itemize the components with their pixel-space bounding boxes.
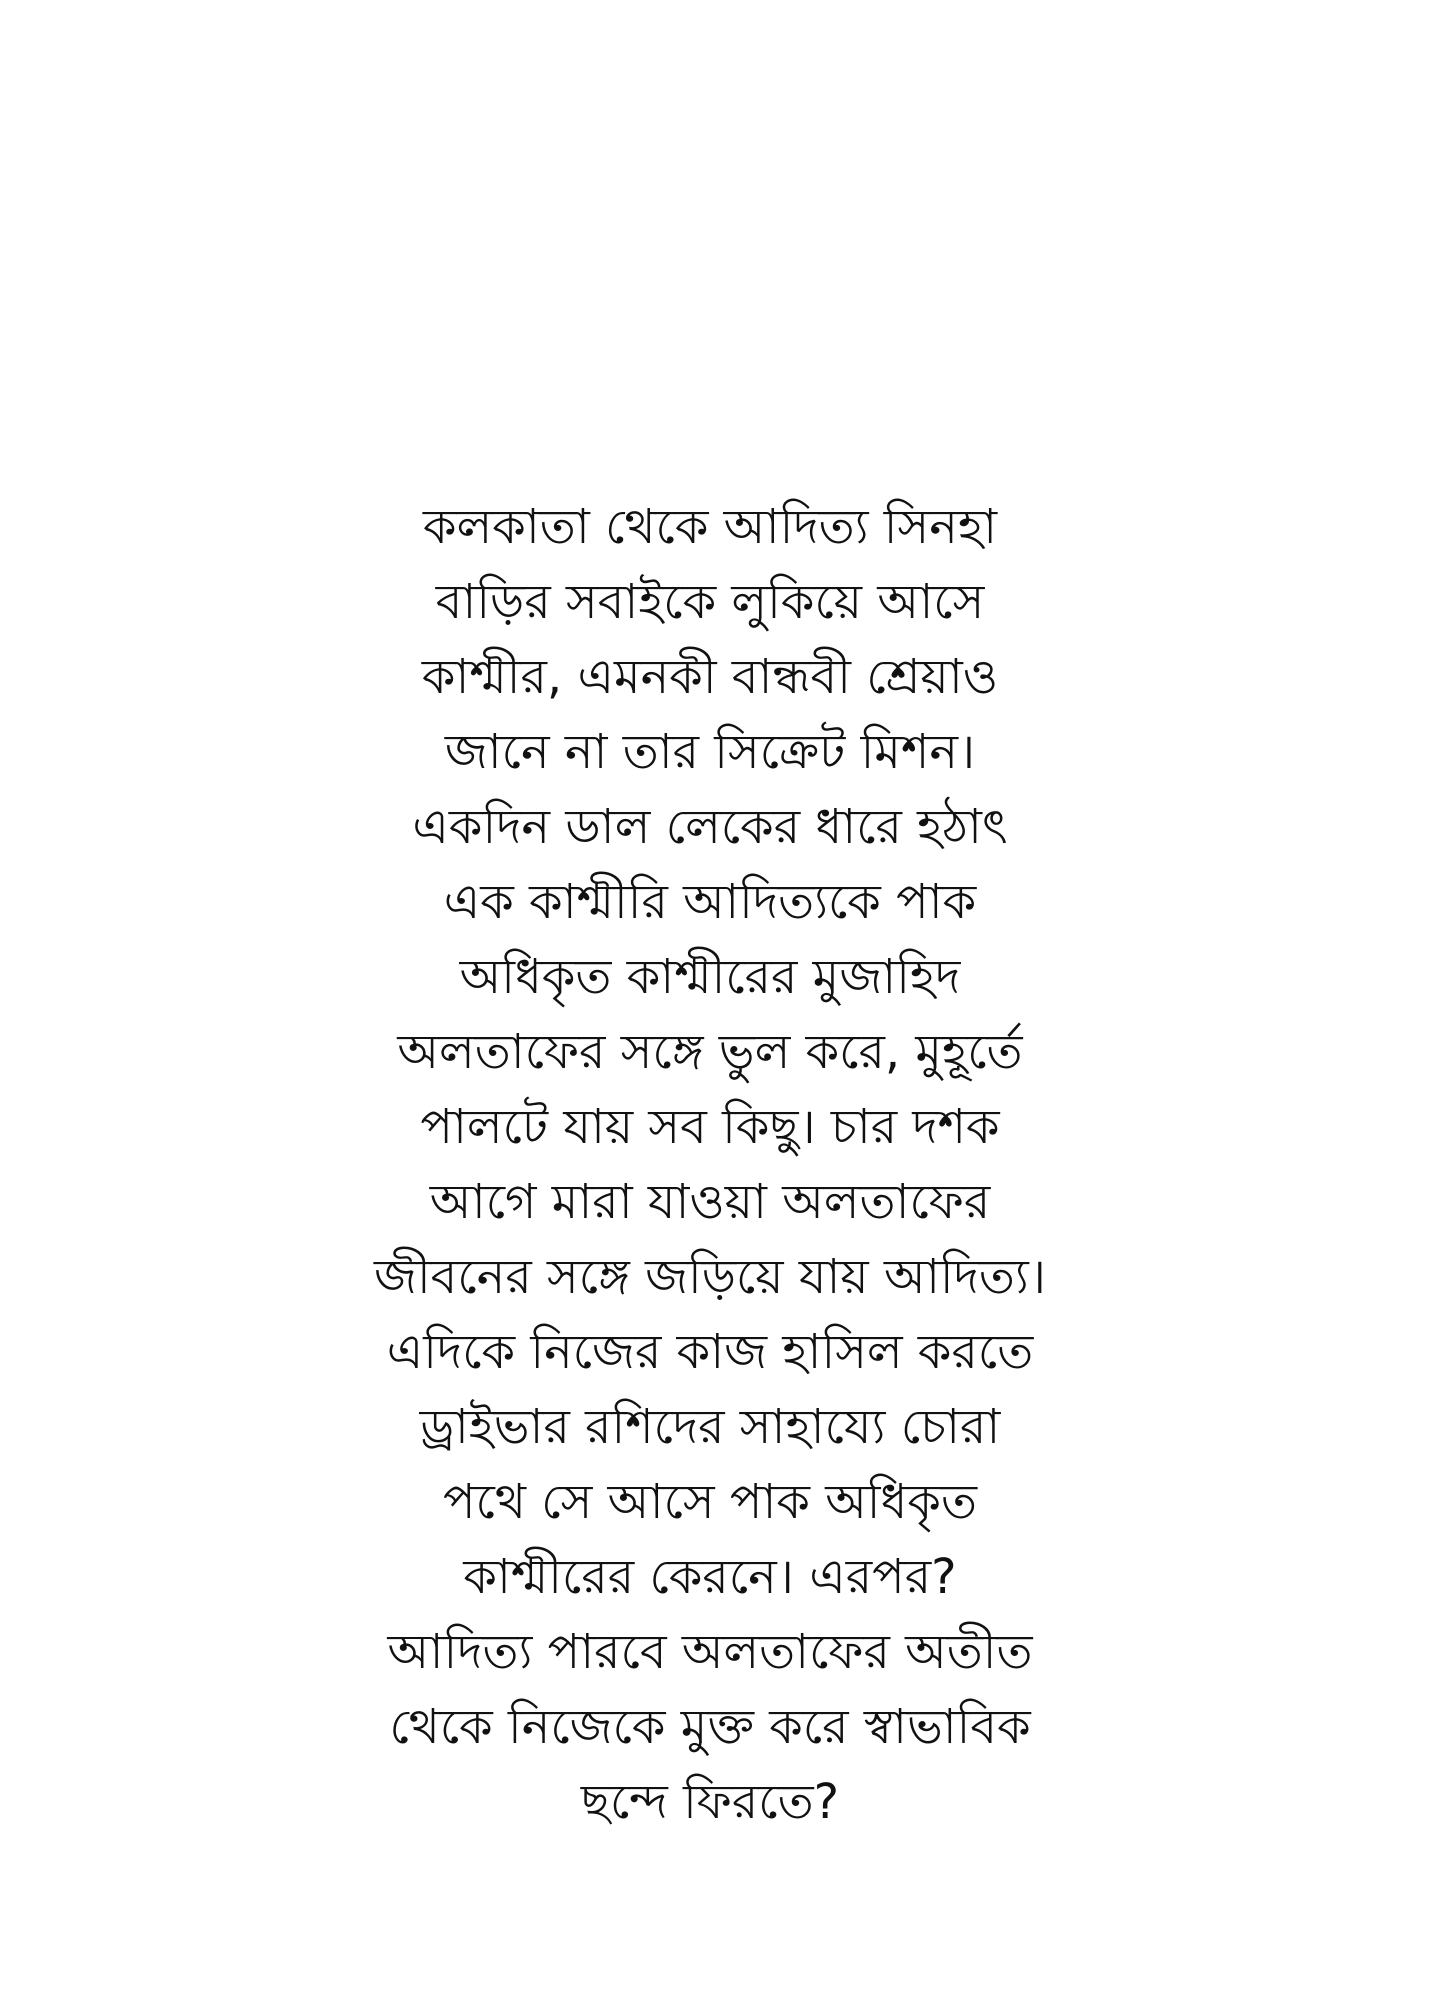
blurb-text [300,490,1120,1840]
blurb-line: থেকে নিজেকে মুক্ত করে স্বাভাবিক [389,1699,1031,1755]
blurb-line: এক কাশ্মীরি আদিত্যকে পাক [443,874,977,930]
blurb-line: বাড়ির সবাইকে লুকিয়ে আসে [435,574,985,630]
blurb-line: পথে সে আসে পাক অধিকৃত [442,1474,978,1530]
blurb-line: কাশ্মীরের কেরনে। এরপর? [463,1549,957,1605]
blurb-line: জীবনের সঙ্গে জড়িয়ে যায় আদিত্য। [374,1249,1046,1305]
blurb-line: কাশ্মীর, এমনকী বান্ধবী শ্রেয়াও [421,649,999,705]
blurb-line: এদিকে নিজের কাজ হাসিল করতে [386,1324,1034,1380]
blurb-line: আদিত্য পারবে অলতাফের অতীত [387,1624,1033,1680]
blurb-line: আগে মারা যাওয়া অলতাফের [429,1174,991,1230]
blurb-line: কলকাতা থেকে আদিত্য সিনহা [422,499,998,555]
blurb-line: ছন্দে ফিরতে? [580,1774,840,1830]
blurb-line: পালটে যায় সব কিছু। চার দশক [420,1099,1000,1155]
blurb-line: ড্রাইভার রশিদের সাহায্যে চোরা [419,1399,1001,1455]
blurb-line: জানে না তার সিক্রেট মিশন। [444,724,976,780]
blurb-line: একদিন ডাল লেকের ধারে হঠাৎ [412,799,1008,855]
blurb-line: অধিকৃত কাশ্মীরের মুজাহিদ [459,949,961,1005]
blurb-line: অলতাফের সঙ্গে ভুল করে, মুহূর্তে [397,1024,1023,1080]
